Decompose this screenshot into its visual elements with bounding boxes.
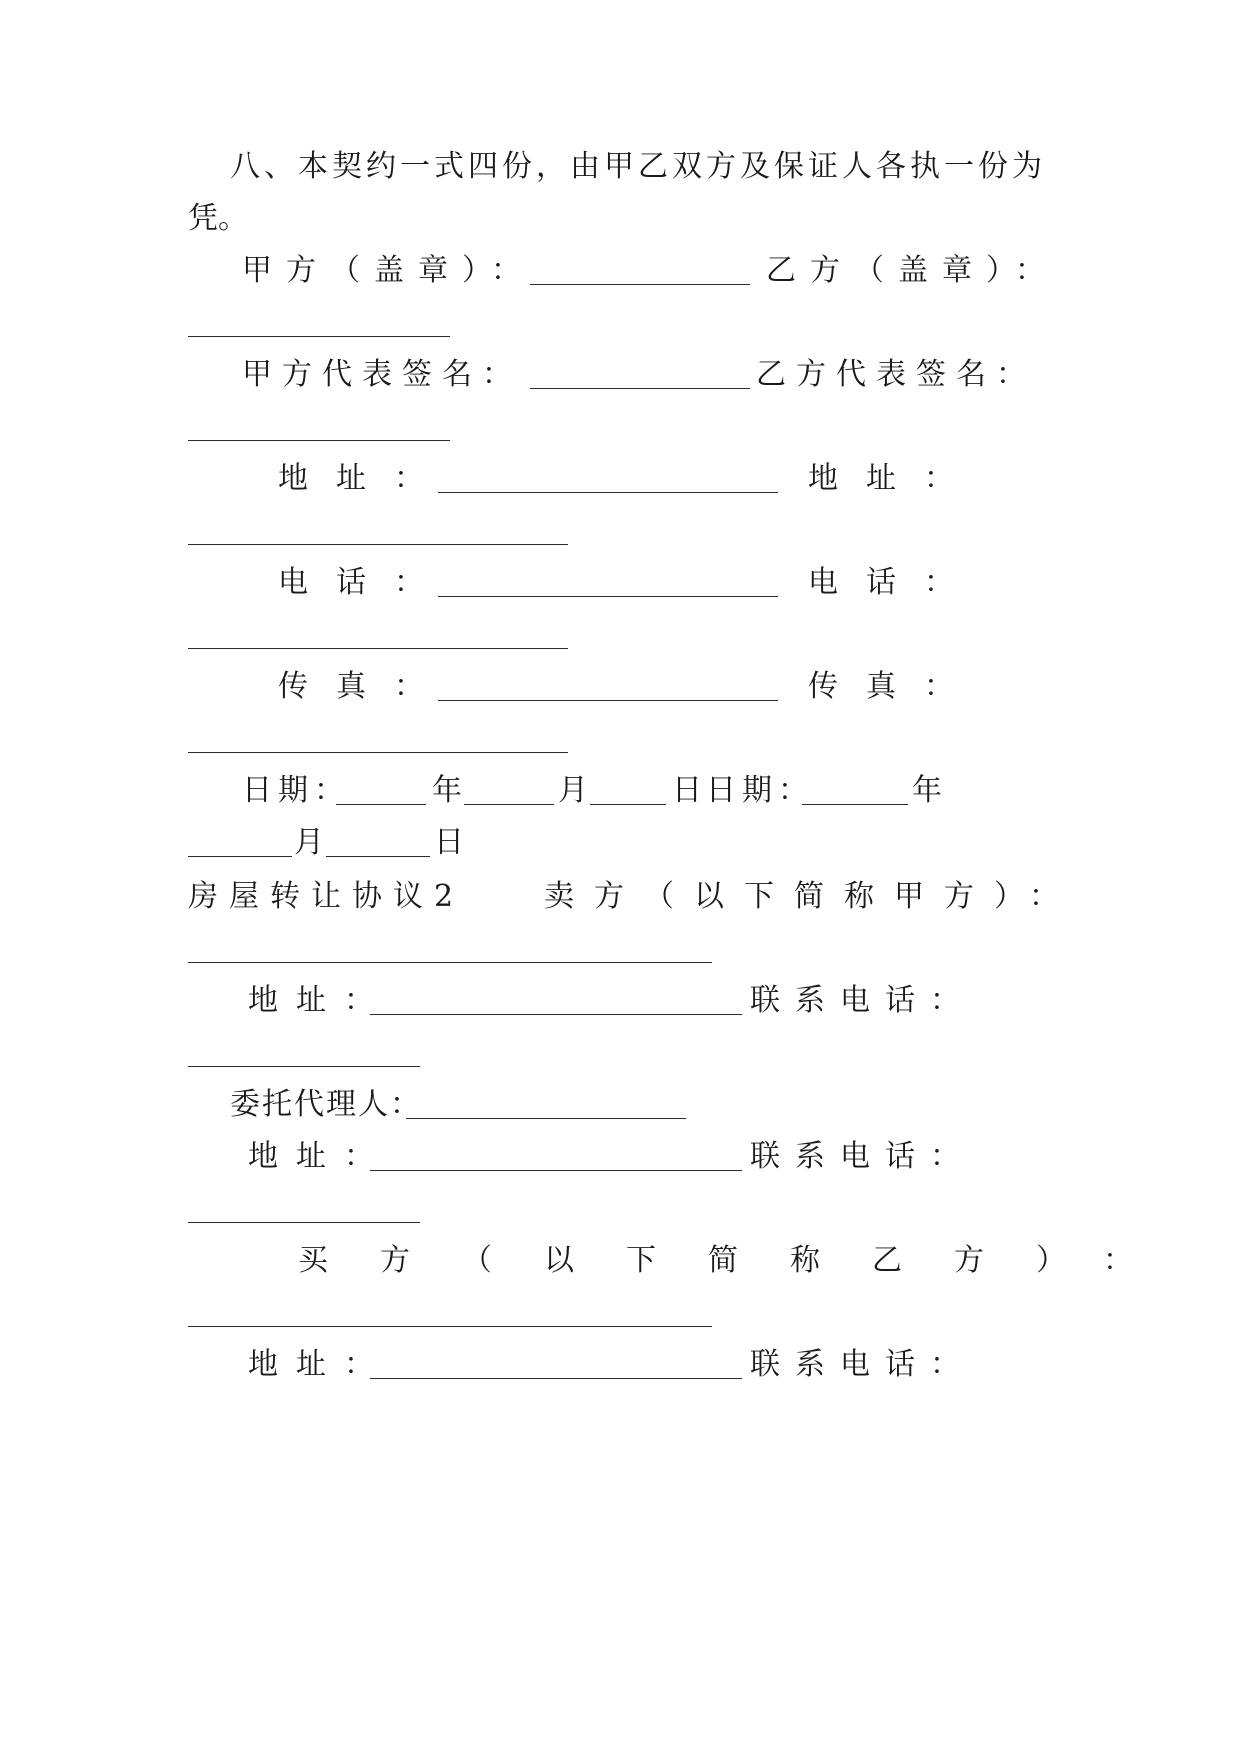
agent-row	[188, 1082, 1058, 1128]
clause-8-line-2	[188, 196, 1058, 242]
seller-address-blank[interactable]	[370, 1014, 742, 1015]
party-a-phone-blank[interactable]	[438, 596, 778, 597]
agreement-2-header-row	[188, 874, 1079, 920]
party-a-month-unit: 月	[558, 773, 588, 808]
party-a-month-blank[interactable]	[464, 804, 554, 805]
party-b-month-blank[interactable]	[188, 856, 292, 857]
agent-address-row	[188, 1134, 1058, 1180]
date-row	[188, 768, 1058, 814]
seal-row	[188, 248, 1058, 294]
clause-8-text: 八、本契约一式四份，由甲乙双方及保证人各执一份为	[230, 149, 1046, 184]
party-b-phone-label: 电话：	[808, 565, 982, 600]
agent-address-blank[interactable]	[370, 1170, 742, 1171]
party-b-signature-blank[interactable]	[188, 440, 450, 441]
party-b-signature-label: 乙方代表签名：	[756, 357, 1036, 392]
party-b-year-blank[interactable]	[802, 804, 908, 805]
party-b-year-unit: 年	[912, 773, 942, 808]
date-row-continued	[188, 820, 1058, 866]
phone-row	[188, 560, 1058, 606]
party-a-day-blank[interactable]	[590, 804, 666, 805]
buyer-address-row	[188, 1342, 1058, 1388]
address-row	[188, 456, 1058, 502]
buyer-name-blank[interactable]	[188, 1326, 712, 1327]
party-b-seal-blank[interactable]	[188, 336, 450, 337]
seller-address-label: 地址：	[248, 983, 392, 1018]
clause-8-text-end: 凭。	[188, 201, 248, 236]
party-b-day-unit: 日	[434, 825, 464, 860]
seller-address-row	[188, 978, 1058, 1024]
agent-phone-blank[interactable]	[188, 1222, 420, 1223]
seller-label: 卖方（以下简称甲方）：	[544, 879, 1079, 914]
party-b-seal-label: 乙方（盖章）：	[766, 253, 1059, 288]
party-a-year-blank[interactable]	[336, 804, 426, 805]
party-a-signature-label: 甲方代表签名：	[242, 357, 522, 392]
seller-name-blank[interactable]	[188, 962, 712, 963]
agreement-2-title: 房屋转让协议2	[188, 879, 465, 914]
party-b-fax-label: 传真：	[808, 669, 982, 704]
clause-8-line-1	[188, 144, 1058, 190]
party-a-day-unit: 日	[672, 773, 702, 808]
party-a-signature-blank[interactable]	[530, 388, 750, 389]
agent-label: 委托代理人：	[230, 1087, 422, 1122]
seller-phone-blank[interactable]	[188, 1066, 420, 1067]
party-b-fax-blank[interactable]	[188, 752, 568, 753]
party-b-day-blank[interactable]	[326, 856, 430, 857]
party-a-date-label: 日期：	[242, 773, 350, 808]
buyer-address-label: 地址：	[248, 1347, 392, 1382]
buyer-label: 买方（以下简称乙方）：	[298, 1243, 1185, 1278]
buyer-address-blank[interactable]	[370, 1378, 742, 1379]
agent-phone-label: 联系电话：	[750, 1139, 975, 1174]
agent-name-blank[interactable]	[406, 1118, 686, 1119]
party-b-address-blank[interactable]	[188, 544, 568, 545]
party-a-fax-label: 传真：	[278, 669, 452, 704]
party-a-phone-label: 电话：	[278, 565, 452, 600]
party-b-address-label: 地址：	[808, 461, 982, 496]
party-b-month-unit: 月	[294, 825, 324, 860]
party-b-phone-blank[interactable]	[188, 648, 568, 649]
fax-row	[188, 664, 1058, 710]
party-a-seal-blank[interactable]	[530, 284, 750, 285]
buyer-row	[188, 1238, 1185, 1284]
party-a-fax-blank[interactable]	[438, 700, 778, 701]
party-a-address-label: 地址：	[278, 461, 452, 496]
party-a-seal-label: 甲方（盖章）：	[242, 253, 535, 288]
party-a-address-blank[interactable]	[438, 492, 778, 493]
agent-address-label: 地址：	[248, 1139, 392, 1174]
party-a-year-unit: 年	[432, 773, 462, 808]
signature-row	[188, 352, 1058, 398]
seller-phone-label: 联系电话：	[750, 983, 975, 1018]
buyer-phone-label: 联系电话：	[750, 1347, 975, 1382]
party-b-date-label: 日期：	[706, 773, 814, 808]
